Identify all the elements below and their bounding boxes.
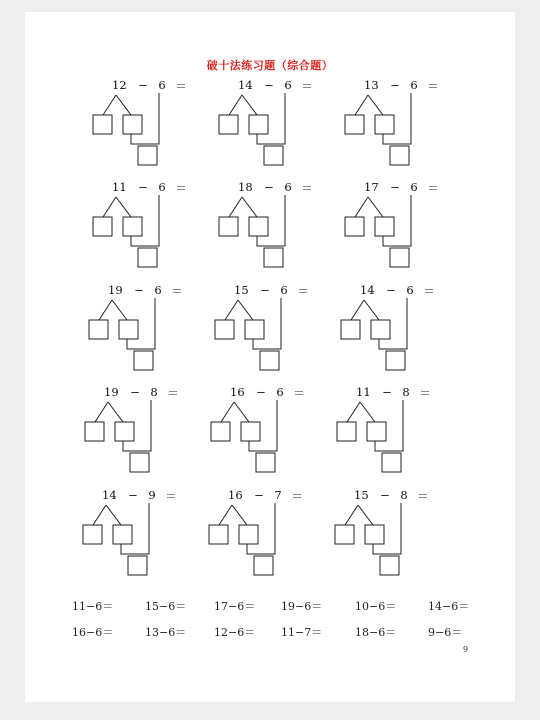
answer-box-ones[interactable]	[115, 422, 134, 441]
answer-box-ones[interactable]	[113, 525, 132, 544]
answer-box-result[interactable]	[386, 351, 405, 370]
answer-box-tens[interactable]	[341, 320, 360, 339]
minus-sign: −	[382, 385, 392, 399]
subtraction-problem	[214, 180, 334, 285]
answer-box-tens[interactable]	[219, 217, 238, 236]
subtrahend: 6	[284, 180, 292, 194]
branch-line-right	[364, 300, 379, 320]
answer-box-result[interactable]	[256, 453, 275, 472]
equals-sign: ＝	[301, 79, 313, 93]
equals-sign: ＝	[419, 386, 431, 400]
quick-equation: 13−6＝	[145, 626, 187, 639]
branch-line-right	[108, 402, 123, 422]
break-ten-diagram	[204, 488, 324, 593]
quick-equation: 17−6＝	[214, 600, 256, 613]
answer-box-ones[interactable]	[245, 320, 264, 339]
break-ten-diagram	[80, 385, 200, 490]
minuend: 17	[364, 180, 379, 194]
branch-line-right	[116, 197, 131, 217]
minus-sign: −	[130, 385, 140, 399]
break-ten-diagram	[214, 180, 334, 285]
answer-box-result[interactable]	[254, 556, 273, 575]
minuend: 15	[234, 283, 249, 297]
answer-box-tens[interactable]	[211, 422, 230, 441]
quick-equation: 18−6＝	[355, 626, 397, 639]
answer-box-ones[interactable]	[123, 115, 142, 134]
subtrahend: 7	[274, 488, 282, 502]
break-ten-diagram	[214, 78, 334, 183]
break-ten-diagram	[340, 78, 460, 183]
subtrahend: 6	[276, 385, 284, 399]
minus-sign: −	[254, 488, 264, 502]
answer-box-tens[interactable]	[85, 422, 104, 441]
equals-sign: ＝	[417, 489, 429, 503]
quick-equation: 15−6＝	[145, 600, 187, 613]
branch-line-right	[368, 95, 383, 115]
branch-line-left	[225, 300, 238, 320]
answer-box-result[interactable]	[390, 146, 409, 165]
branch-line-left	[93, 505, 106, 525]
answer-box-result[interactable]	[264, 248, 283, 267]
subtrahend: 6	[406, 283, 414, 297]
equals-sign: ＝	[301, 181, 313, 195]
answer-box-tens[interactable]	[209, 525, 228, 544]
subtraction-problem	[332, 385, 452, 490]
break-ten-diagram	[88, 180, 208, 285]
minus-sign: −	[138, 78, 148, 92]
answer-box-tens[interactable]	[337, 422, 356, 441]
branch-line-right	[106, 505, 121, 525]
branch-line-right	[112, 300, 127, 320]
subtrahend: 6	[158, 78, 166, 92]
branch-line-right	[234, 402, 249, 422]
subtrahend: 6	[410, 180, 418, 194]
break-ten-diagram	[84, 283, 204, 388]
answer-box-ones[interactable]	[123, 217, 142, 236]
subtrahend: 8	[150, 385, 158, 399]
branch-line-left	[95, 402, 108, 422]
subtraction-problem	[206, 385, 326, 490]
subtraction-problem	[336, 283, 456, 388]
break-ten-diagram	[210, 283, 330, 388]
branch-line-right	[232, 505, 247, 525]
subtraction-problem	[214, 78, 334, 183]
answer-box-tens[interactable]	[93, 115, 112, 134]
answer-box-tens[interactable]	[219, 115, 238, 134]
minus-sign: −	[260, 283, 270, 297]
answer-box-tens[interactable]	[345, 217, 364, 236]
break-ten-diagram	[336, 283, 456, 388]
branch-line-left	[103, 197, 116, 217]
minuend: 16	[230, 385, 245, 399]
minuend: 15	[354, 488, 369, 502]
subtraction-problem	[330, 488, 450, 593]
minus-sign: −	[390, 180, 400, 194]
break-ten-diagram	[330, 488, 450, 593]
subtrahend: 6	[154, 283, 162, 297]
quick-equation: 11−6＝	[72, 600, 114, 613]
subtrahend: 6	[280, 283, 288, 297]
subtraction-problem	[88, 180, 208, 285]
branch-line-right	[358, 505, 373, 525]
minus-sign: −	[138, 180, 148, 194]
subtraction-problem	[80, 385, 200, 490]
answer-box-tens[interactable]	[335, 525, 354, 544]
answer-box-result[interactable]	[380, 556, 399, 575]
answer-box-ones[interactable]	[367, 422, 386, 441]
equals-sign: ＝	[165, 489, 177, 503]
break-ten-diagram	[78, 488, 198, 593]
subtrahend: 8	[400, 488, 408, 502]
branch-line-left	[221, 402, 234, 422]
branch-line-left	[351, 300, 364, 320]
branch-line-left	[229, 95, 242, 115]
answer-box-result[interactable]	[260, 351, 279, 370]
branch-line-left	[355, 95, 368, 115]
minuend: 19	[104, 385, 119, 399]
equals-sign: ＝	[175, 79, 187, 93]
branch-line-left	[99, 300, 112, 320]
minuend: 16	[228, 488, 243, 502]
equals-sign: ＝	[167, 386, 179, 400]
subtraction-problem	[204, 488, 324, 593]
quick-equation: 12−6＝	[214, 626, 256, 639]
answer-box-result[interactable]	[130, 453, 149, 472]
answer-box-ones[interactable]	[119, 320, 138, 339]
answer-box-tens[interactable]	[345, 115, 364, 134]
minus-sign: −	[386, 283, 396, 297]
minus-sign: −	[390, 78, 400, 92]
minuend: 11	[112, 180, 127, 194]
subtraction-problem	[340, 180, 460, 285]
subtraction-problem	[78, 488, 198, 593]
minuend: 18	[238, 180, 253, 194]
subtrahend: 6	[158, 180, 166, 194]
answer-box-result[interactable]	[138, 146, 157, 165]
minuend: 11	[356, 385, 371, 399]
subtrahend: 9	[148, 488, 156, 502]
minus-sign: −	[380, 488, 390, 502]
answer-box-result[interactable]	[138, 248, 157, 267]
answer-box-ones[interactable]	[375, 217, 394, 236]
minuend: 14	[238, 78, 253, 92]
minus-sign: −	[264, 78, 274, 92]
branch-line-left	[355, 197, 368, 217]
quick-equation: 9−6＝	[428, 626, 463, 639]
subtraction-problem	[84, 283, 204, 388]
quick-equation: 14−6＝	[428, 600, 470, 613]
minuend: 19	[108, 283, 123, 297]
break-ten-diagram	[206, 385, 326, 490]
quick-equation: 11−7＝	[281, 626, 323, 639]
answer-box-ones[interactable]	[249, 217, 268, 236]
branch-line-left	[229, 197, 242, 217]
branch-line-left	[219, 505, 232, 525]
answer-box-result[interactable]	[382, 453, 401, 472]
worksheet-title: 破十法练习题（综合题）	[206, 59, 334, 72]
answer-box-ones[interactable]	[239, 525, 258, 544]
subtrahend: 8	[402, 385, 410, 399]
subtrahend: 6	[284, 78, 292, 92]
branch-line-left	[103, 95, 116, 115]
answer-box-tens[interactable]	[215, 320, 234, 339]
answer-box-ones[interactable]	[371, 320, 390, 339]
subtrahend: 6	[410, 78, 418, 92]
answer-box-tens[interactable]	[93, 217, 112, 236]
equals-sign: ＝	[293, 386, 305, 400]
branch-line-right	[242, 95, 257, 115]
answer-box-tens[interactable]	[89, 320, 108, 339]
quick-equation: 10−6＝	[355, 600, 397, 613]
equals-sign: ＝	[291, 489, 303, 503]
answer-box-ones[interactable]	[249, 115, 268, 134]
branch-line-right	[116, 95, 131, 115]
equals-sign: ＝	[175, 181, 187, 195]
equals-sign: ＝	[427, 79, 439, 93]
minus-sign: −	[264, 180, 274, 194]
subtraction-problem	[210, 283, 330, 388]
answer-box-result[interactable]	[264, 146, 283, 165]
equals-sign: ＝	[171, 284, 183, 298]
answer-box-result[interactable]	[128, 556, 147, 575]
answer-box-ones[interactable]	[241, 422, 260, 441]
answer-box-ones[interactable]	[365, 525, 384, 544]
quick-equation: 19−6＝	[281, 600, 323, 613]
quick-equation: 16−6＝	[72, 626, 114, 639]
branch-line-right	[368, 197, 383, 217]
equals-sign: ＝	[297, 284, 309, 298]
equals-sign: ＝	[423, 284, 435, 298]
break-ten-diagram	[332, 385, 452, 490]
minus-sign: −	[128, 488, 138, 502]
minus-sign: −	[256, 385, 266, 399]
minuend: 13	[364, 78, 379, 92]
answer-box-result[interactable]	[134, 351, 153, 370]
subtraction-problem	[340, 78, 460, 183]
minuend: 14	[102, 488, 117, 502]
branch-line-left	[345, 505, 358, 525]
break-ten-diagram	[88, 78, 208, 183]
branch-line-right	[238, 300, 253, 320]
break-ten-diagram	[340, 180, 460, 285]
minuend: 12	[112, 78, 127, 92]
answer-box-tens[interactable]	[83, 525, 102, 544]
answer-box-result[interactable]	[390, 248, 409, 267]
branch-line-right	[360, 402, 375, 422]
subtraction-problem	[88, 78, 208, 183]
branch-line-right	[242, 197, 257, 217]
branch-line-left	[347, 402, 360, 422]
equals-sign: ＝	[427, 181, 439, 195]
answer-box-ones[interactable]	[375, 115, 394, 134]
minus-sign: −	[134, 283, 144, 297]
page-number: 9	[463, 645, 469, 654]
minuend: 14	[360, 283, 375, 297]
